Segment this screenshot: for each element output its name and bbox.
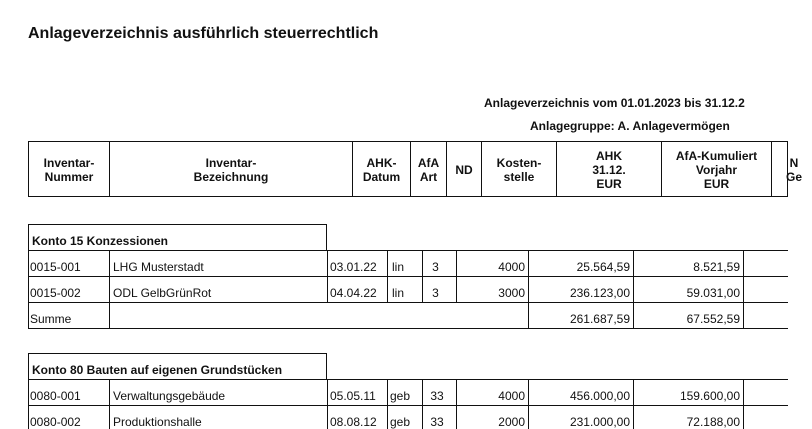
cell-bez: Verwaltungsgebäude (113, 389, 226, 403)
period-line: Anlageverzeichnis vom 01.01.2023 bis 31.12.2 (484, 96, 745, 110)
cell-nd: 3 (432, 260, 439, 274)
col-ahk-datum: AHK- Datum (353, 142, 411, 196)
cell-afa: 59.031,00 (686, 286, 740, 300)
summe-ahk: 261.687,59 (569, 312, 630, 326)
grid-line (387, 250, 388, 303)
cell-nr: 0015-001 (30, 260, 81, 274)
cell-kst: 4000 (498, 260, 525, 274)
grid-line (528, 379, 529, 429)
cell-nr: 0080-002 (30, 415, 81, 429)
section-title: Konto 15 Konzessionen (28, 224, 327, 251)
row-line (28, 276, 788, 277)
cell-kst: 2000 (498, 415, 525, 429)
cell-kst: 3000 (498, 286, 525, 300)
col-nd: ND (447, 142, 482, 196)
grid-line (327, 379, 328, 429)
grid-line (422, 250, 423, 303)
cell-afa: 72.188,00 (686, 415, 740, 429)
cell-datum: 04.04.22 (330, 286, 377, 300)
cell-afa: 159.600,00 (679, 389, 740, 403)
grid-line (109, 250, 110, 328)
grid-line (456, 379, 457, 429)
grid-line (743, 379, 744, 429)
grid-line (28, 379, 29, 429)
grid-line (456, 250, 457, 303)
group-line: Anlagegruppe: A. Anlagevermögen (530, 119, 730, 133)
cell-art: lin (392, 286, 405, 300)
cell-art: lin (392, 260, 405, 274)
cell-bez: LHG Musterstadt (113, 260, 204, 274)
cell-nr: 0015-002 (30, 286, 81, 300)
row-line (28, 379, 788, 380)
summe-label: Summe (30, 312, 72, 326)
grid-line (387, 379, 388, 429)
grid-line (743, 250, 744, 328)
col-ng: N Ge (786, 156, 803, 184)
cell-art: geb (390, 389, 411, 403)
summe-afa: 67.552,59 (686, 312, 740, 326)
section-title: Konto 80 Bauten auf eigenen Grundstücken (28, 353, 327, 380)
row-line (28, 250, 788, 251)
cell-kst: 4000 (498, 389, 525, 403)
grid-line (109, 379, 110, 429)
col-kostenstelle: Kosten- stelle (482, 142, 557, 196)
grid-line (327, 250, 328, 303)
cell-art: geb (390, 415, 411, 429)
col-inventar-nummer: Inventar- Nummer (29, 142, 110, 196)
cell-bez: Produktionshalle (113, 415, 202, 429)
cell-datum: 05.05.11 (330, 389, 376, 403)
col-afa-art: AfA Art (411, 142, 447, 196)
cell-datum: 08.08.12 (330, 415, 377, 429)
cell-nd: 3 (432, 286, 439, 300)
grid-line (422, 379, 423, 429)
cell-ahk: 25.564,59 (576, 260, 630, 274)
row-line (28, 328, 788, 329)
cell-bez: ODL GelbGrünRot (113, 286, 212, 300)
grid-line (28, 250, 29, 328)
grid-line (633, 379, 634, 429)
cell-nd: 33 (430, 415, 444, 429)
grid-line (633, 250, 634, 328)
cell-afa: 8.521,59 (693, 260, 740, 274)
col-afa-kumuliert: AfA-Kumuliert Vorjahr EUR (662, 142, 772, 196)
cell-ahk: 231.000,00 (569, 415, 630, 429)
cell-nd: 33 (430, 389, 444, 403)
document-title: Anlageverzeichnis ausführlich steuerrechtlich (28, 25, 379, 42)
cell-nr: 0080-001 (30, 389, 81, 403)
cell-ahk: 236.123,00 (569, 286, 630, 300)
col-ahk: AHK 31.12. EUR (557, 142, 662, 196)
col-inventar-bezeichnung: Inventar- Bezeichnung (110, 142, 353, 196)
row-line (28, 302, 788, 303)
grid-line (528, 250, 529, 328)
table-header (28, 141, 803, 197)
row-line (28, 405, 788, 406)
cell-ahk: 456.000,00 (569, 389, 630, 403)
cell-datum: 03.01.22 (330, 260, 377, 274)
